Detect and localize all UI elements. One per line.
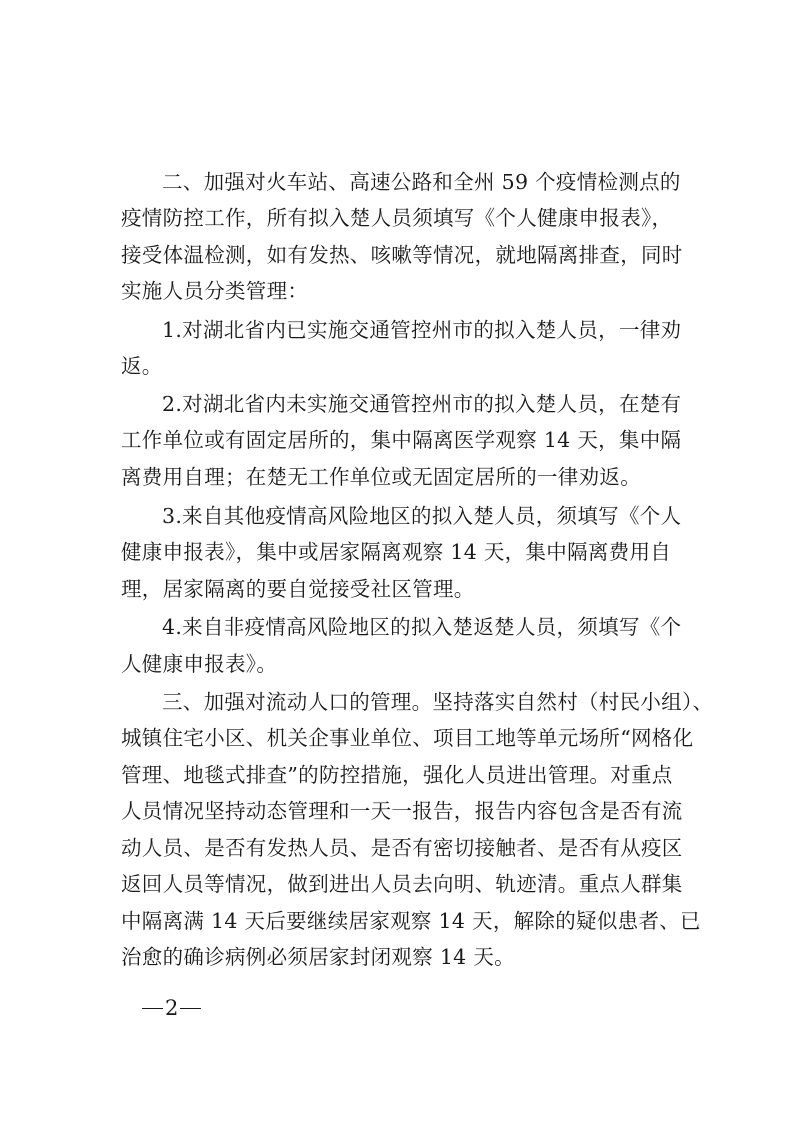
- page-number: [140, 993, 203, 1023]
- item-3-line-1: 3.来自其他疫情高风险地区的拟入楚人员，须填写《个人: [162, 504, 682, 528]
- item-3-line-3: 理，居家隔离的要自觉接受社区管理。: [121, 577, 475, 601]
- paragraph-3-line-4: 人员情况坚持动态管理和一天一报告，报告内容包含是否有流: [121, 799, 683, 823]
- paragraph-2-line-3: 接受体温检测，如有发热、咳嗽等情况，就地隔离排查，同时: [121, 243, 683, 267]
- item-1-line-1: 1.对湖北省内已实施交通管控州市的拟入楚人员，一律劝: [162, 318, 682, 342]
- paragraph-2-line-4: 实施人员分类管理：: [121, 279, 309, 303]
- paragraph-3-line-8: 治愈的确诊病例必须居家封闭观察 14 天。: [121, 945, 515, 969]
- page-number-value: 2: [165, 996, 179, 1020]
- paragraph-3-line-6: 返回人员等情况，做到进出人员去向明、轨迹清。重点人群集: [121, 872, 683, 896]
- item-2-line-3: 离费用自理；在楚无工作单位或无固定居所的一律劝返。: [121, 465, 641, 489]
- paragraph-3-line-3: 管理、地毯式排查”的防控措施，强化人员进出管理。对重点: [121, 763, 673, 787]
- paragraph-3-line-2: 城镇住宅小区、机关企事业单位、项目工地等单元场所“网格化: [121, 726, 694, 750]
- item-2-line-1: 2.对湖北省内未实施交通管控州市的拟入楚人员，在楚有: [162, 392, 682, 416]
- paragraph-3-line-7: 中隔离满 14 天后要继续居家观察 14 天，解除的疑似患者、已: [121, 909, 701, 933]
- paragraph-3-line-1: 三、加强对流动人口的管理。坚持落实自然村（村民小组）、: [162, 690, 714, 714]
- item-3-line-2: 健康申报表》，集中或居家隔离观察 14 天，集中隔离费用自: [121, 540, 672, 564]
- item-4-line-2: 人健康申报表》。: [121, 652, 278, 676]
- page-number-left-dash: [142, 1008, 163, 1010]
- paragraph-2-line-2: 疫情防控工作，所有拟入楚人员须填写《个人健康申报表》，: [121, 206, 673, 230]
- paragraph-2-line-1: 二、加强对火车站、高速公路和全州 59 个疫情检测点的: [162, 170, 681, 194]
- item-1-line-2: 返。: [121, 354, 163, 378]
- item-4-line-1: 4.来自非疫情高风险地区的拟入楚返楚人员，须填写《个: [162, 615, 682, 639]
- page-number-right-dash: [180, 1008, 201, 1010]
- item-2-line-2: 工作单位或有固定居所的，集中隔离医学观察 14 天，集中隔: [121, 428, 682, 452]
- paragraph-3-line-5: 动人员、是否有发热人员、是否有密切接触者、是否有从疫区: [121, 836, 683, 860]
